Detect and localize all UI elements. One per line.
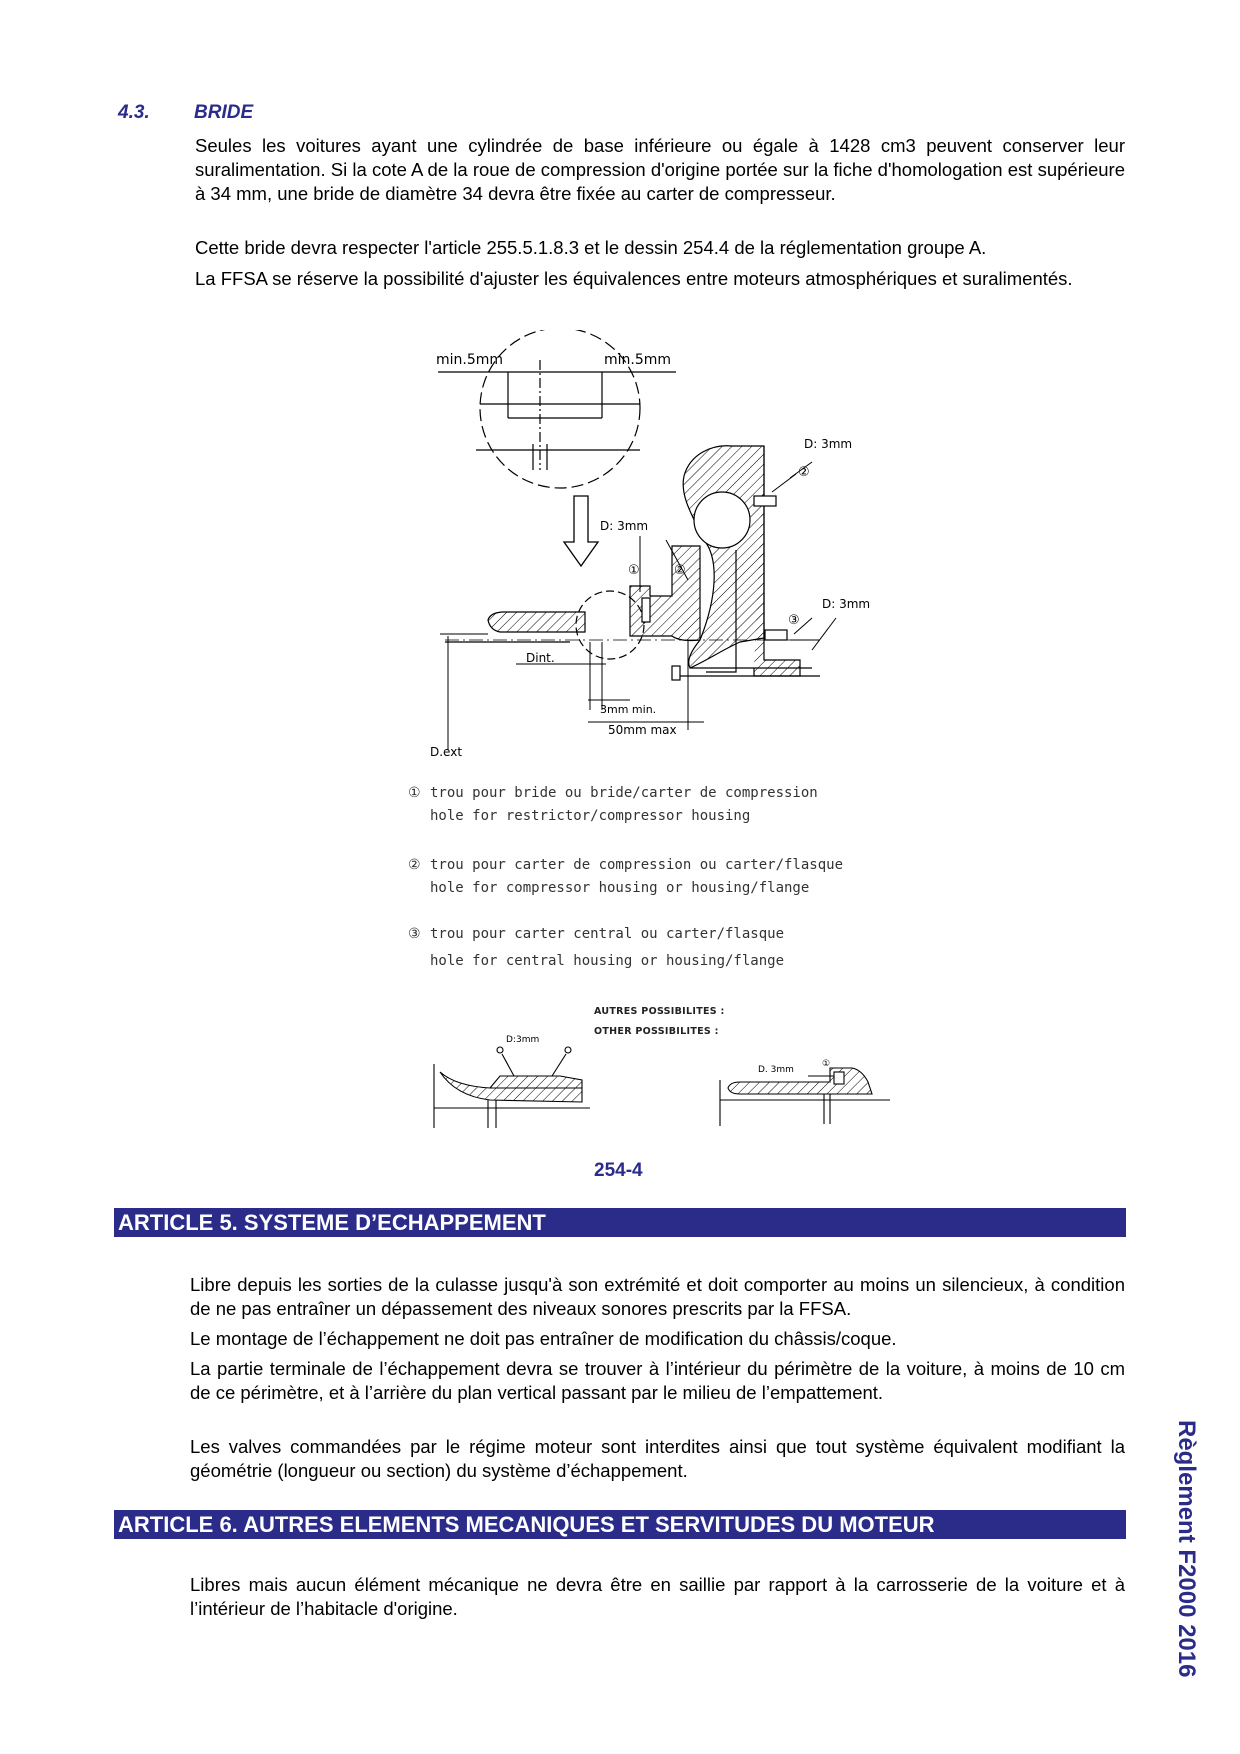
- paragraph: Seules les voitures ayant une cylindrée de base inférieure ou égale à 1428 cm3 peuvent conserver leur suralimentation. Si la cote A de la roue de compression d'origine portée sur la fiche d'homologation est supérieure à 34 mm, une bride de diamètre 34 devra être fixée au carter de compresseur.: [195, 135, 1125, 204]
- paragraph: La partie terminale de l’échappement devra se trouver à l’intérieur du périmètre de la voiture, à moins de 10 cm de ce périmètre, et à l’arrière du plan vertical passant par le milieu de l’empattement.: [190, 1358, 1125, 1403]
- alternative-drawing-left: [424, 1028, 604, 1128]
- legend-number: ②: [408, 857, 421, 873]
- sidebar-title: Règlement F2000 2016: [1173, 1420, 1200, 1678]
- section-title: BRIDE: [194, 102, 254, 123]
- paragraph: Libre depuis les sorties de la culasse jusqu'à son extrémité et doit comporter au moins un silencieux, à condition de ne pas entraîner un dépassement des niveaux sonores prescrits par la FFSA.: [190, 1274, 1125, 1319]
- article-6-header: ARTICLE 6. AUTRES ELEMENTS MECANIQUES ET SERVITUDES DU MOTEUR: [114, 1510, 1126, 1539]
- label-d3-mid: D: 3mm: [600, 519, 649, 533]
- label-min-left: min.5mm: [436, 352, 504, 368]
- alternative-drawing-right: [714, 1054, 900, 1130]
- callout-2: ②: [798, 465, 810, 480]
- callout-1: ①: [628, 563, 640, 578]
- callout-2: ②: [674, 563, 686, 578]
- legend-fr: trou pour carter de compression ou carter/flasque: [430, 857, 844, 873]
- legend-en: hole for central housing or housing/flange: [430, 953, 785, 969]
- figure-caption: 254-4: [594, 1160, 643, 1181]
- label-d3-top: D: 3mm: [804, 437, 853, 451]
- other-possibilities-fr: AUTRES POSSIBILITES :: [594, 1006, 725, 1017]
- legend-item-2: [408, 854, 844, 900]
- paragraph: Cette bride devra respecter l'article 255.5.1.8.3 et le dessin 254.4 de la réglementation groupe A.: [195, 237, 987, 258]
- label-dint: Dint.: [526, 651, 555, 665]
- legend-number: ③: [408, 926, 421, 942]
- restrictor-drawing: [420, 330, 910, 770]
- label-50mm-max: 50mm max: [608, 723, 677, 737]
- other-possibilities-en: OTHER POSSIBILITES :: [594, 1026, 719, 1037]
- legend-item-1: [408, 782, 818, 828]
- paragraph: Libres mais aucun élément mécanique ne devra être en saillie par rapport à la carrosserie de la voiture et à l’intérieur de l’habitacle d'origine.: [190, 1574, 1125, 1619]
- legend-fr: trou pour bride ou bride/carter de compression: [430, 785, 818, 801]
- label-d3-small-right: D. 3mm: [758, 1065, 794, 1075]
- paragraph: Les valves commandées par le régime moteur sont interdites ainsi que tout système équivalent modifiant la géométrie (longueur ou section) du système d’échappement.: [190, 1436, 1125, 1481]
- paragraph: Le montage de l’échappement ne doit pas entraîner de modification du châssis/coque.: [190, 1328, 897, 1349]
- article-5-header: ARTICLE 5. SYSTEME D’ECHAPPEMENT: [114, 1208, 1126, 1237]
- paragraph: La FFSA se réserve la possibilité d'ajuster les équivalences entre moteurs atmosphériques et suralimentés.: [195, 268, 1073, 289]
- label-d3-right: D: 3mm: [822, 597, 871, 611]
- legend-number: ①: [408, 785, 421, 801]
- legend-item-3: [408, 921, 785, 975]
- label-d3-small-left: D:3mm: [506, 1035, 540, 1045]
- callout-1: ①: [822, 1059, 831, 1069]
- label-min-right: min.5mm: [604, 352, 672, 368]
- legend-en: hole for compressor housing or housing/flange: [430, 880, 810, 896]
- section-number: 4.3.: [118, 102, 150, 123]
- label-dext: D.ext: [430, 745, 463, 759]
- callout-3: ③: [788, 613, 800, 628]
- legend-fr: trou pour carter central ou carter/flasque: [430, 926, 785, 942]
- label-3mm-min: 3mm min.: [600, 703, 657, 716]
- legend-en: hole for restrictor/compressor housing: [430, 808, 751, 824]
